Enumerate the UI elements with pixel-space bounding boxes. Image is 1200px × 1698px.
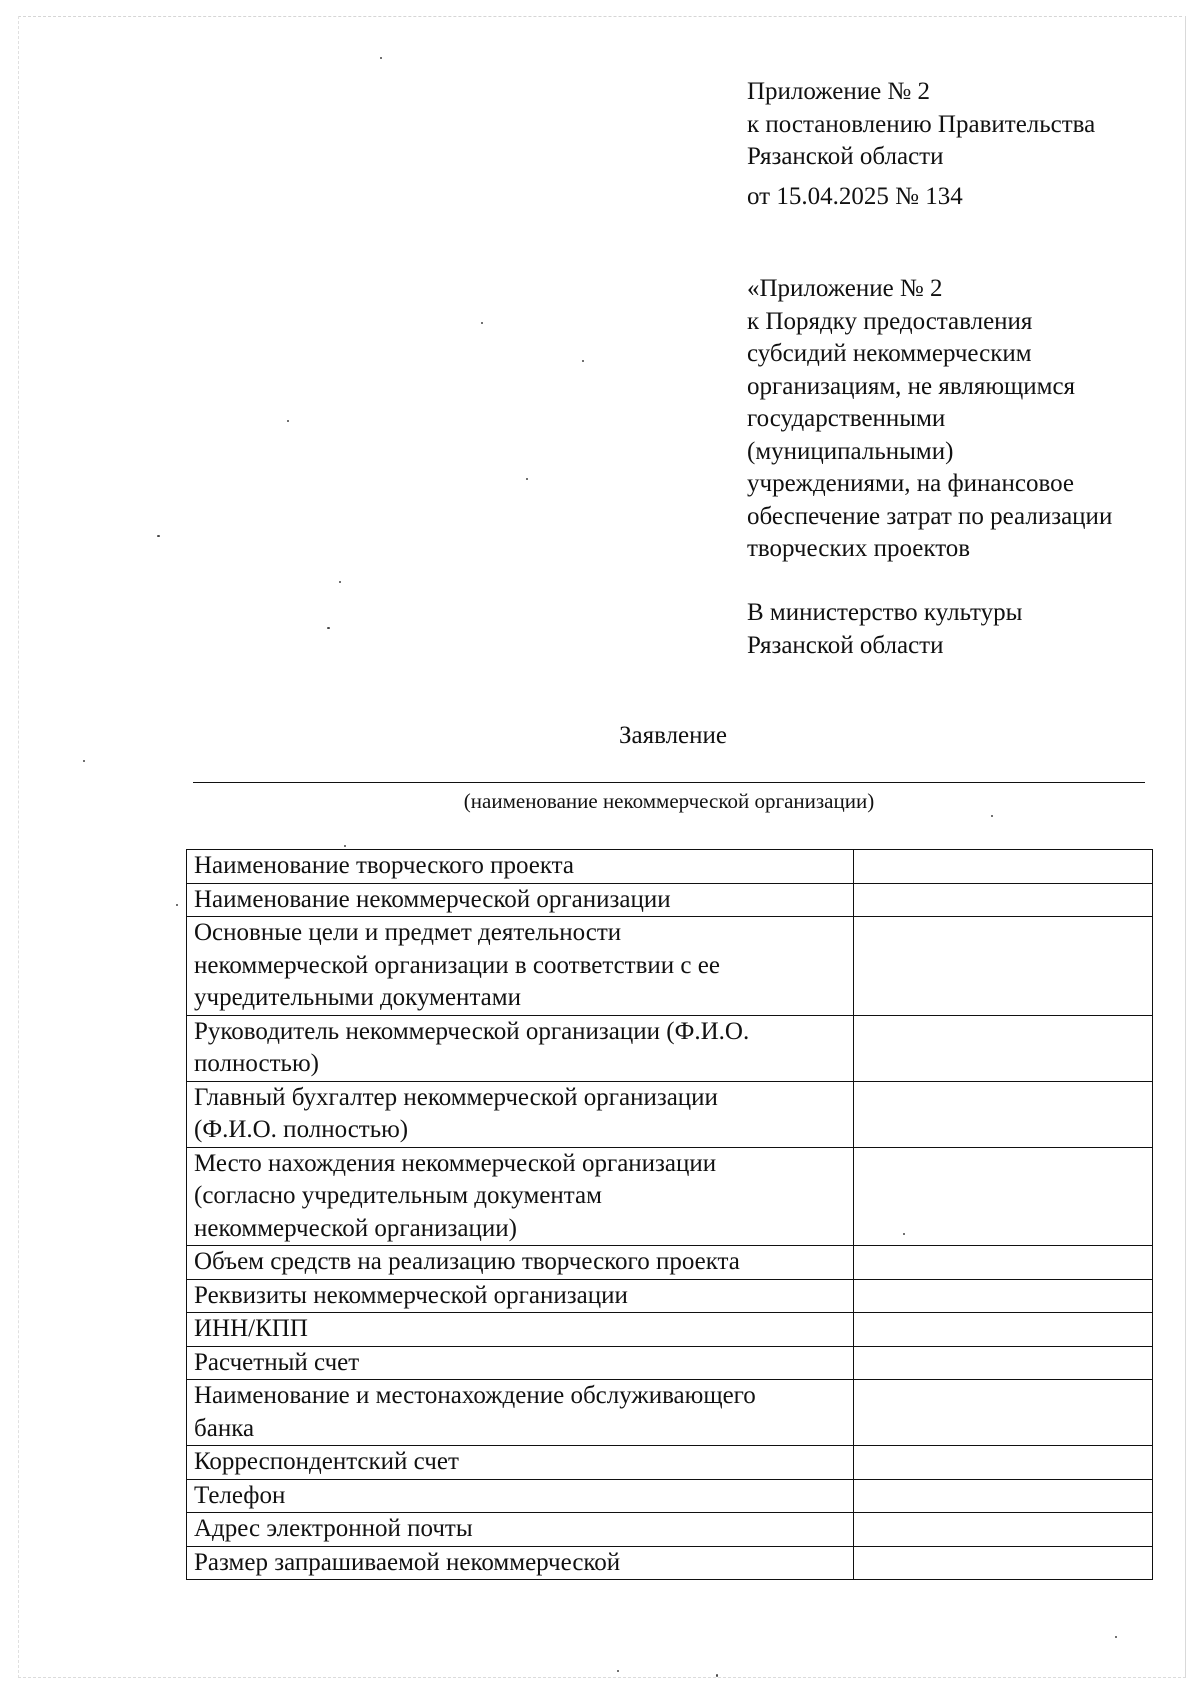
order-line: (муниципальными) [747, 437, 954, 465]
form-row [187, 1246, 1153, 1280]
scan-speck [582, 360, 584, 362]
form-field-label [187, 1479, 854, 1513]
scan-speck [83, 760, 85, 762]
order-line: учреждениями, на финансовое [747, 470, 1075, 497]
form-field-label-line: Объем средств на реализацию творческого проекта [194, 1248, 740, 1275]
form-field-value[interactable] [854, 1147, 1153, 1246]
addressee-line: В министерство культуры [747, 599, 1023, 626]
form-field-label-line: (согласно учредительным документам [194, 1182, 602, 1209]
form-field-label [187, 1546, 854, 1580]
form-row [187, 1279, 1153, 1313]
form-field-label [187, 883, 854, 917]
order-line: «Приложение № 2 [747, 275, 943, 302]
form-field-value[interactable] [854, 1546, 1153, 1580]
form-field-value[interactable] [854, 1015, 1153, 1081]
scan-speck [380, 57, 382, 59]
form-field-label-line: ИНН/КПП [194, 1315, 308, 1342]
order-line: обеспечение затрат по реализации [747, 502, 1113, 530]
application-form-table [186, 849, 1153, 1580]
form-field-value[interactable] [854, 1081, 1153, 1147]
scan-speck [1115, 1636, 1117, 1638]
form-field-label [187, 850, 854, 884]
form-row [187, 883, 1153, 917]
form-field-value[interactable] [854, 1479, 1153, 1513]
org-name-blank-line [193, 782, 1145, 783]
order-line: организациям, не являющимся [747, 372, 1076, 400]
form-row [187, 1081, 1153, 1147]
form-field-label-line: Наименование некоммерческой организации [194, 885, 671, 913]
form-field-label-line: некоммерческой организации) [194, 1214, 517, 1242]
form-field-label [187, 1380, 854, 1446]
form-field-label [187, 1513, 854, 1547]
appendix-date: от 15.04.2025 № 134 [747, 182, 963, 210]
scan-speck [327, 627, 330, 629]
form-field-label [187, 1279, 854, 1313]
form-row [187, 1346, 1153, 1380]
form-field-label [187, 1313, 854, 1347]
form-field-value[interactable] [854, 1313, 1153, 1347]
form-field-label-line: Место нахождения некоммерческой организации [194, 1149, 717, 1177]
form-field-label [187, 1346, 854, 1380]
form-field-label [187, 1147, 854, 1246]
form-field-label-line: учредительными документами [194, 984, 521, 1011]
form-field-value[interactable] [854, 1246, 1153, 1280]
form-field-label-line: (Ф.И.О. полностью) [194, 1116, 409, 1143]
form-row [187, 1015, 1153, 1081]
form-row [187, 1546, 1153, 1580]
scan-speck [339, 581, 341, 583]
form-field-label-line: Корреспондентский счет [194, 1448, 459, 1475]
order-line: государственными [747, 405, 946, 432]
form-field-label-line: полностью) [194, 1050, 319, 1077]
form-field-value[interactable] [854, 1346, 1153, 1380]
appendix-line: к постановлению Правительства [747, 110, 1096, 138]
form-field-value[interactable] [854, 1279, 1153, 1313]
form-field-value[interactable] [854, 1446, 1153, 1480]
form-field-value[interactable] [854, 1380, 1153, 1446]
form-field-value[interactable] [854, 850, 1153, 884]
form-field-label-line: банка [194, 1414, 255, 1442]
order-line: субсидий некоммерческим [747, 340, 1032, 367]
form-field-value[interactable] [854, 1513, 1153, 1547]
order-line: к Порядку предоставления [747, 307, 1033, 335]
addressee [747, 597, 1022, 662]
document-title: Заявление [618, 722, 728, 749]
form-row [187, 1313, 1153, 1347]
scan-speck [287, 420, 289, 422]
scan-speck [344, 845, 346, 847]
scan-edge [1185, 16, 1186, 1678]
scan-edge [18, 16, 1182, 17]
appendix-line: Приложение № 2 [747, 78, 931, 105]
org-name-caption: (наименование некоммерческой организации) [463, 789, 875, 813]
form-field-label-line: Руководитель некоммерческой организации (Ф.И.О. [194, 1017, 750, 1045]
scan-speck [481, 322, 483, 324]
form-field-value[interactable] [854, 883, 1153, 917]
scan-speck [157, 535, 160, 537]
form-row [187, 1147, 1153, 1246]
scan-edge [18, 16, 19, 1678]
scan-speck [176, 904, 178, 906]
form-field-label-line: Расчетный счет [194, 1348, 360, 1376]
form-row [187, 917, 1153, 1016]
form-field-label-line: Наименование творческого проекта [194, 852, 575, 879]
form-field-label-line: Размер запрашиваемой некоммерческой [194, 1548, 621, 1576]
form-field-label [187, 1015, 854, 1081]
form-field-label-line: Наименование и местонахождение обслуживающего [194, 1382, 756, 1409]
form-field-label-line: некоммерческой организации в соответствии с ее [194, 951, 720, 979]
scan-speck [526, 478, 528, 480]
form-field-label [187, 1246, 854, 1280]
form-row [187, 1446, 1153, 1480]
form-row [187, 850, 1153, 884]
order-line: творческих проектов [747, 535, 971, 562]
form-field-value[interactable] [854, 917, 1153, 1016]
form-row [187, 1380, 1153, 1446]
appendix-line: Рязанской области [747, 143, 944, 170]
form-field-label [187, 1081, 854, 1147]
form-field-label [187, 917, 854, 1016]
scan-speck [617, 1670, 619, 1672]
addressee-line: Рязанской области [747, 631, 944, 659]
form-field-label-line: Главный бухгалтер некоммерческой организации [194, 1083, 718, 1111]
form-field-label-line: Адрес электронной почты [194, 1515, 473, 1542]
form-field-label-line: Реквизиты некоммерческой организации [194, 1281, 628, 1309]
form-field-label [187, 1446, 854, 1480]
form-field-label-line: Телефон [194, 1481, 286, 1509]
form-field-label-line: Основные цели и предмет деятельности [194, 919, 622, 946]
scan-speck [716, 1674, 718, 1677]
form-row [187, 1479, 1153, 1513]
scan-speck [903, 1233, 905, 1235]
order-appendix-header [747, 273, 1112, 566]
scan-speck [991, 815, 993, 817]
form-row [187, 1513, 1153, 1547]
scan-edge [18, 1677, 1186, 1678]
appendix-header [747, 76, 1095, 213]
